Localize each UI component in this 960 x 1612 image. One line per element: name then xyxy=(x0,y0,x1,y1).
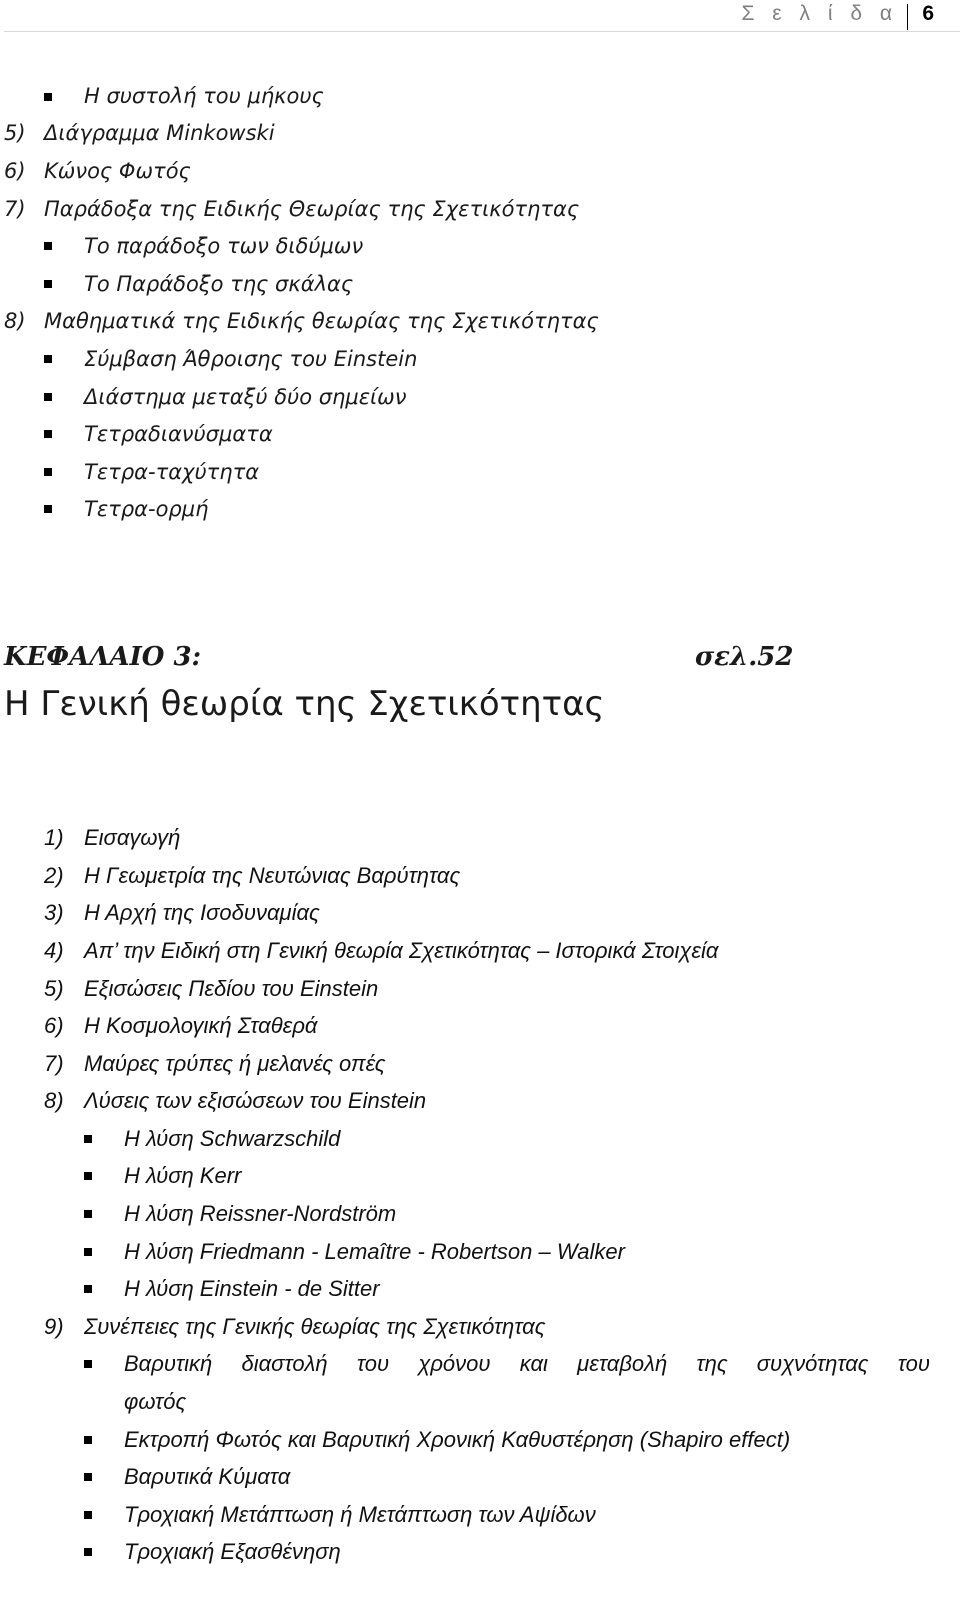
toc-item xyxy=(44,824,180,852)
toc-item-number: 2) xyxy=(44,863,64,888)
toc-item-number: 3) xyxy=(44,900,64,925)
bullet-icon xyxy=(44,280,52,288)
bullet-icon xyxy=(44,430,52,438)
toc-item xyxy=(44,899,320,927)
toc-item xyxy=(4,307,599,335)
toc-item-number: 9) xyxy=(44,1314,64,1339)
bullet-icon xyxy=(84,1473,92,1481)
toc-item xyxy=(44,975,378,1003)
toc-item-text: Κώνος Φωτός xyxy=(44,159,191,183)
toc-subitem: Η συστολή του μήκους xyxy=(84,84,324,108)
toc-subitem: Εκτροπή Φωτός και Βαρυτική Χρονική Καθυστέρηση (Shapiro effect) xyxy=(124,1427,791,1452)
toc-item-text: Απ’ την Ειδική στη Γενική θεωρία Σχετικότητας – Ιστορικά Στοιχεία xyxy=(84,938,719,963)
toc-subitem: Βαρυτική διαστολή του χρόνου και μεταβολή της συχνότητας του xyxy=(124,1351,930,1376)
toc-item-text: Εξισώσεις Πεδίου του Einstein xyxy=(84,976,379,1001)
chapter-page-ref: σελ.52 xyxy=(695,642,794,672)
toc-subitem: Βαρυτικά Κύματα xyxy=(124,1464,291,1489)
toc-item-number: 4) xyxy=(44,938,64,963)
toc-item-number: 8) xyxy=(44,1088,64,1113)
toc-subitem: Η λύση Einstein - de Sitter xyxy=(124,1276,380,1301)
toc-item xyxy=(4,157,191,185)
toc-item-text: Η Κοσμολογική Σταθερά xyxy=(84,1013,318,1038)
bullet-icon xyxy=(44,242,52,250)
bullet-icon xyxy=(44,93,52,101)
chapter-title: ΚΕΦΑΛΑΙΟ 3: xyxy=(4,642,202,672)
toc-item xyxy=(44,937,718,965)
toc-item-number: 6) xyxy=(4,159,26,183)
toc-subitem: Τετρα-ορμή xyxy=(84,497,209,521)
toc-subitem: Το παράδοξο των διδύμων xyxy=(84,234,364,258)
toc-subitem: Τετραδιανύσματα xyxy=(84,422,273,446)
bullet-icon xyxy=(44,505,52,513)
toc-subitem: Η λύση Friedmann - Lemaître - Robertson – Walker xyxy=(124,1239,625,1264)
toc-subitem-continuation: φωτός xyxy=(124,1389,187,1414)
toc-item-text: Παράδοξα της Ειδικής Θεωρίας της Σχετικότητας xyxy=(44,197,580,221)
bullet-icon xyxy=(84,1210,92,1218)
bullet-icon xyxy=(44,468,52,476)
toc-subitem: Το Παράδοξο της σκάλας xyxy=(84,272,354,296)
toc-item-text: Συνέπειες της Γενικής θεωρίας της Σχετικότητας xyxy=(84,1314,546,1339)
page-header xyxy=(0,0,960,32)
toc-subitem: Τροχιακή Εξασθένηση xyxy=(124,1539,341,1564)
toc-subitem: Η λύση Reissner-Nordström xyxy=(124,1201,397,1226)
toc-subitem: Σύμβαση Άθροισης του Einstein xyxy=(84,347,418,371)
bullet-icon xyxy=(84,1172,92,1180)
bullet-icon xyxy=(84,1285,92,1293)
toc-subitem: Διάστημα μεταξύ δύο σημείων xyxy=(84,385,407,409)
page-number: 6 xyxy=(922,2,934,25)
toc-item-text: Μαύρες τρύπες ή μελανές οπές xyxy=(84,1051,386,1076)
bullet-icon xyxy=(84,1548,92,1556)
toc-item xyxy=(44,1087,426,1115)
toc-subitem: Τετρα-ταχύτητα xyxy=(84,460,260,484)
toc-subitem: Η λύση Schwarzschild xyxy=(124,1126,341,1151)
toc-item-text: Η Γεωμετρία της Νευτώνιας Βαρύτητας xyxy=(84,863,461,888)
bullet-icon xyxy=(84,1360,92,1368)
toc-item-number: 1) xyxy=(44,825,64,850)
toc-item xyxy=(44,1313,545,1341)
bullet-icon xyxy=(84,1135,92,1143)
chapter-subtitle: Η Γενική θεωρία της Σχετικότητας xyxy=(4,684,605,724)
toc-item xyxy=(4,195,579,223)
toc-subitem: Η λύση Kerr xyxy=(124,1163,242,1188)
toc-item-text: Εισαγωγή xyxy=(84,825,181,850)
bullet-icon xyxy=(84,1248,92,1256)
toc-item-number: 7) xyxy=(4,197,26,221)
page-label: Σ ε λ ί δ α xyxy=(741,2,898,25)
toc-item xyxy=(44,862,460,890)
toc-item xyxy=(44,1050,385,1078)
header-rule xyxy=(4,31,960,32)
toc-item-number: 8) xyxy=(4,309,26,333)
toc-item-text: Λύσεις των εξισώσεων του Einstein xyxy=(84,1088,427,1113)
header-divider xyxy=(907,4,908,30)
toc-item-number: 6) xyxy=(44,1013,64,1038)
bullet-icon xyxy=(84,1511,92,1519)
bullet-icon xyxy=(84,1436,92,1444)
toc-item-number: 5) xyxy=(44,976,64,1001)
bullet-icon xyxy=(44,355,52,363)
bullet-icon xyxy=(44,393,52,401)
toc-item-number: 5) xyxy=(4,121,26,145)
toc-subitem: Τροχιακή Μετάπτωση ή Μετάπτωση των Αψίδων xyxy=(124,1502,596,1527)
toc-item-text: Διάγραμμα Minkowski xyxy=(44,121,275,145)
toc-item-number: 7) xyxy=(44,1051,64,1076)
toc-item-text: Μαθηματικά της Ειδικής θεωρίας της Σχετικότητας xyxy=(44,309,599,333)
toc-item-text: Η Αρχή της Ισοδυναμίας xyxy=(84,900,320,925)
toc-item xyxy=(44,1012,317,1040)
toc-item xyxy=(4,119,275,147)
